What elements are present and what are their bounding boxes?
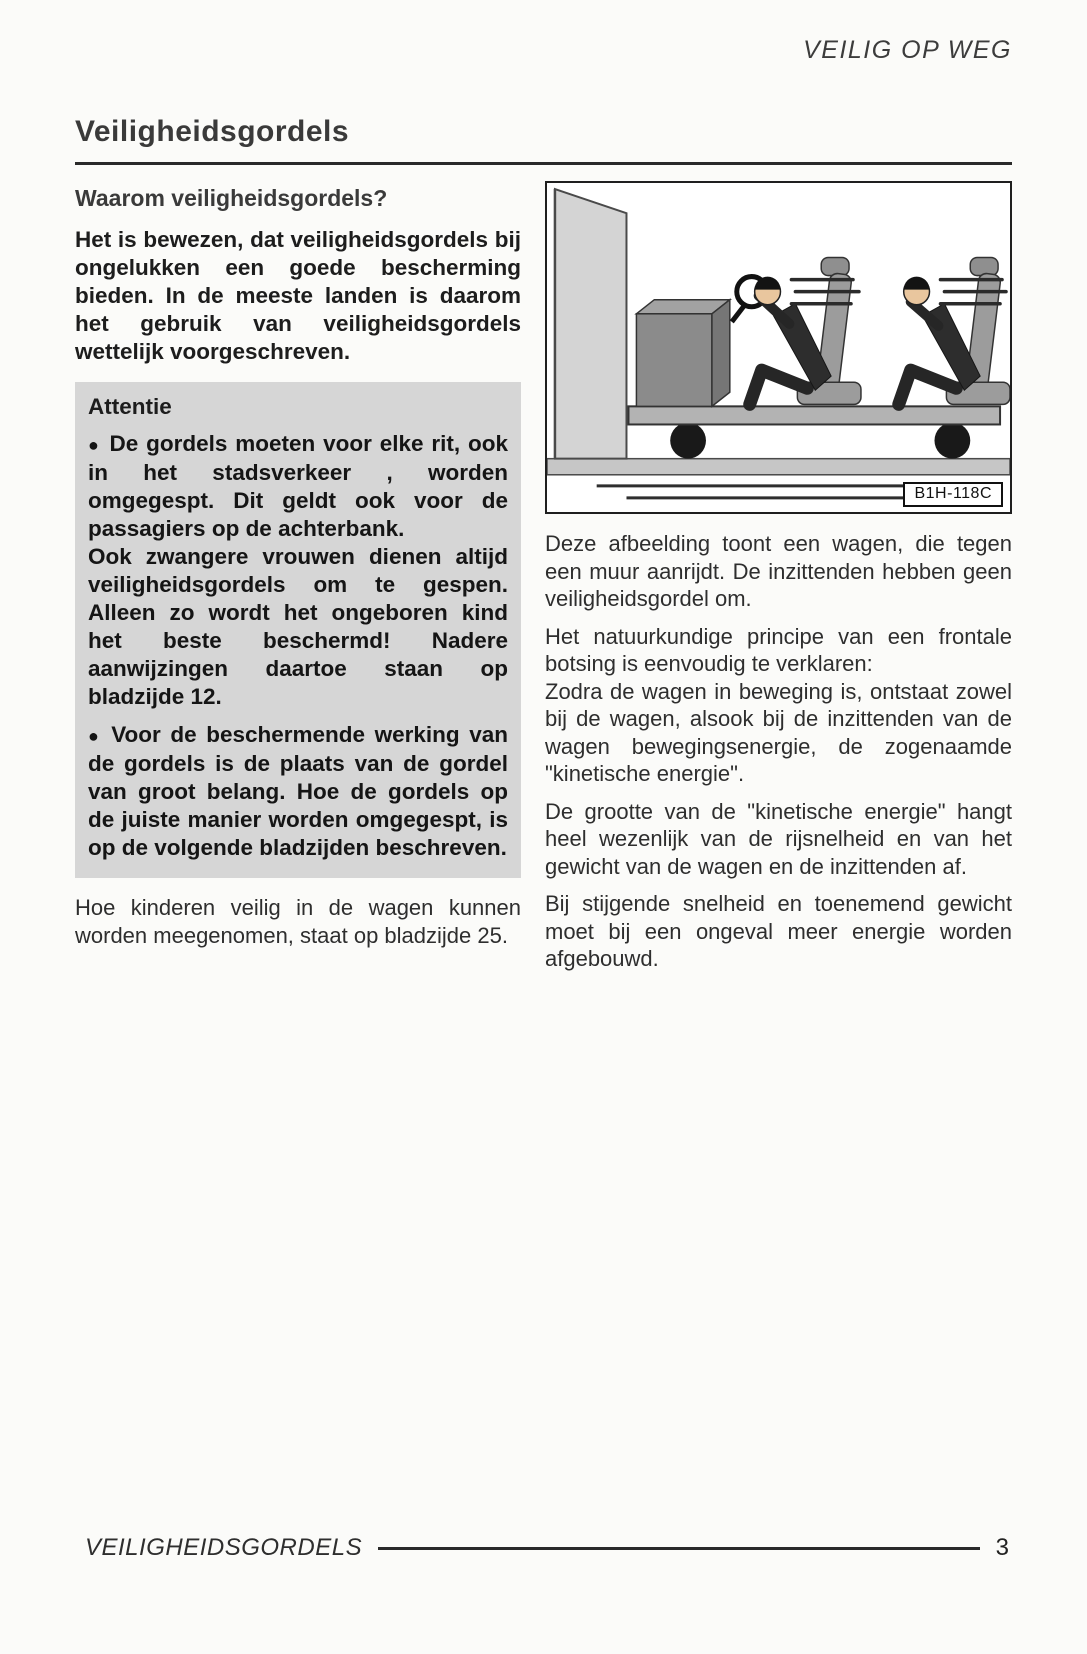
footer-running-title: VEILIGHEIDSGORDELS [85, 1534, 363, 1561]
attention-title: Attentie [88, 394, 172, 419]
crash-illustration [545, 181, 1012, 514]
body-paragraph: De grootte van de "kinetische energie" hangt heel wezenlijk van de rijsnelheid en van het gewicht van de wagen en de inzittenden af. [545, 798, 1012, 879]
footer-rule [378, 1547, 980, 1550]
two-column-layout [75, 181, 1012, 983]
attention-box [75, 382, 521, 878]
bullet-icon: ● [88, 726, 103, 746]
figure-label: B1H-118C [903, 482, 1003, 507]
page-number: 3 [995, 1534, 1009, 1561]
page-footer [85, 1534, 1009, 1562]
crash-illustration-drawing [547, 183, 1010, 512]
attention-bullet-item [88, 721, 508, 862]
rear-wheel [934, 422, 970, 458]
left-column [75, 181, 521, 983]
section-subheading: Waarom veiligheidsgordels? [75, 185, 388, 211]
right-column [545, 181, 1012, 983]
body-paragraph: Zodra de wagen in beweging is, ontstaat zowel bij de wagen, alsook bij de inzittenden van de wagen bewegingsenergie, de zogenaamde "kinetische energie". [545, 678, 1012, 786]
running-header: VEILIG OP WEG [803, 36, 1012, 64]
attention-bullet-item [88, 430, 508, 543]
page-title: Veiligheidsgordels [75, 115, 350, 148]
attention-bullet-text: Voor de beschermende werking van de gordels is de plaats van de gordel van groot belang. Hoe de gordels op de juiste manier worden omgegespt, is op de volgende bladzijden beschreven. [88, 722, 508, 860]
attention-bullet-text: De gordels moeten voor elke rit, ook in het stadsverkeer , worden omgegespt. Dit geldt ook voor de passagiers op de achterbank. [88, 431, 508, 541]
figure-caption-paragraph: Deze afbeelding toont een wagen, die tegen een muur aanrijdt. De inzittenden hebben geen veiligheidsgordel om. [545, 531, 1012, 611]
body-paragraph: Het natuurkundige principe van een frontale botsing is eenvoudig te verklaren: [545, 623, 1012, 676]
closing-paragraph: Hoe kinderen veilig in de wagen kunnen worden meegenomen, staat op bladzijde 25. [75, 895, 521, 948]
title-rule [75, 162, 1012, 165]
engine-block [636, 300, 729, 407]
page-header [75, 30, 1012, 65]
bullet-icon: ● [88, 435, 101, 455]
attention-paragraph: Ook zwangere vrouwen dienen altijd veiligheidsgordels om te gespen. Alleen zo wordt het ongeboren kind het beste beschermd! Nadere aanwijzingen daartoe staan op bladzijde 12. [88, 544, 508, 709]
body-paragraph: Bij stijgende snelheid en toenemend gewicht moet bij een ongeval meer energie worden afgebouwd. [545, 891, 1012, 971]
wall [555, 189, 627, 459]
intro-paragraph: Het is bewezen, dat veiligheidsgordels bij ongelukken een goede bescherming bieden. In de meeste landen is daarom het gebruik van veiligheidsgordels wettelijk voorgeschreven. [75, 227, 521, 364]
front-wheel [670, 422, 706, 458]
